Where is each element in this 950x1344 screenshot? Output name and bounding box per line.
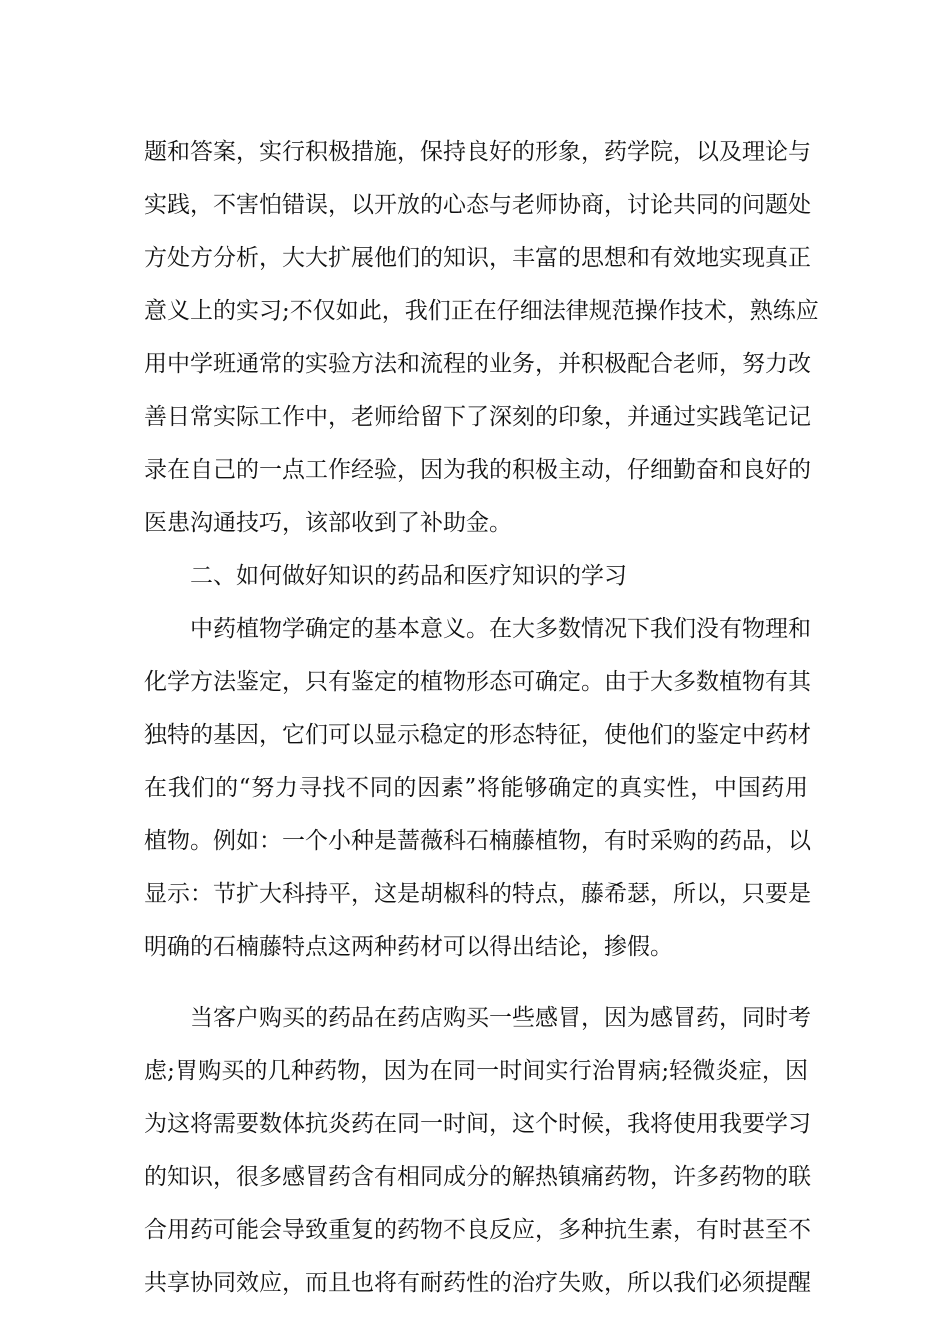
paragraph-line: 题和答案，实行积极措施，保持良好的形象，药学院，以及理论与 — [144, 139, 811, 165]
paragraph-line: 善日常实际工作中，老师给留下了深刻的印象，并通过实践笔记记 — [144, 404, 811, 430]
section-heading: 二、如何做好知识的药品和医疗知识的学习 — [190, 563, 627, 589]
paragraph-line: 植物。例如：一个小种是蔷薇科石楠藤植物，有时采购的药品，以 — [144, 828, 811, 854]
paragraph-line: 共享协同效应，而且也将有耐药性的治疗失败，所以我们必须提醒 — [144, 1270, 811, 1296]
paragraph-line: 在我们的“努力寻找不同的因素”将能够确定的真实性，中国药用 — [144, 775, 808, 801]
paragraph-line: 医患沟通技巧，该部收到了补助金。 — [144, 510, 512, 536]
paragraph-line: 化学方法鉴定，只有鉴定的植物形态可确定。由于大多数植物有其 — [144, 669, 811, 695]
paragraph-line: 用中学班通常的实验方法和流程的业务，并积极配合老师，努力改 — [144, 351, 811, 377]
paragraph-line: 为这将需要数体抗炎药在同一时间，这个时候，我将使用我要学习 — [144, 1111, 811, 1137]
paragraph-line: 当客户购买的药品在药店购买一些感冒，因为感冒药，同时考 — [190, 1005, 811, 1031]
paragraph-line: 意义上的实习;不仅如此，我们正在仔细法律规范操作技术，熟练应 — [144, 298, 819, 324]
paragraph-line: 虑;胃购买的几种药物，因为在同一时间实行治胃病;轻微炎症，因 — [144, 1058, 808, 1084]
paragraph-line: 中药植物学确定的基本意义。在大多数情况下我们没有物理和 — [190, 616, 811, 642]
paragraph-line: 录在自己的一点工作经验，因为我的积极主动，仔细勤奋和良好的 — [144, 457, 811, 483]
paragraph-line: 合用药可能会导致重复的药物不良反应，多种抗生素，有时甚至不 — [144, 1217, 811, 1243]
paragraph-line: 方处方分析，大大扩展他们的知识，丰富的思想和有效地实现真正 — [144, 245, 811, 271]
paragraph-gap — [144, 974, 808, 992]
paragraph-line: 明确的石楠藤特点这两种药材可以得出结论，掺假。 — [144, 934, 673, 960]
paragraph-3 — [144, 992, 811, 1310]
document-body — [144, 126, 819, 1310]
paragraph-line: 独特的基因，它们可以显示稳定的形态特征，使他们的鉴定中药材 — [144, 722, 811, 748]
paragraph-2 — [144, 603, 811, 974]
paragraph-line: 实践，不害怕错误，以开放的心态与老师协商，讨论共同的问题处 — [144, 192, 811, 218]
paragraph-line: 的知识，很多感冒药含有相同成分的解热镇痛药物，许多药物的联 — [144, 1164, 811, 1190]
paragraph-1 — [144, 126, 819, 550]
paragraph-line: 显示：节扩大科持平，这是胡椒科的特点，藤希瑟，所以，只要是 — [144, 881, 811, 907]
